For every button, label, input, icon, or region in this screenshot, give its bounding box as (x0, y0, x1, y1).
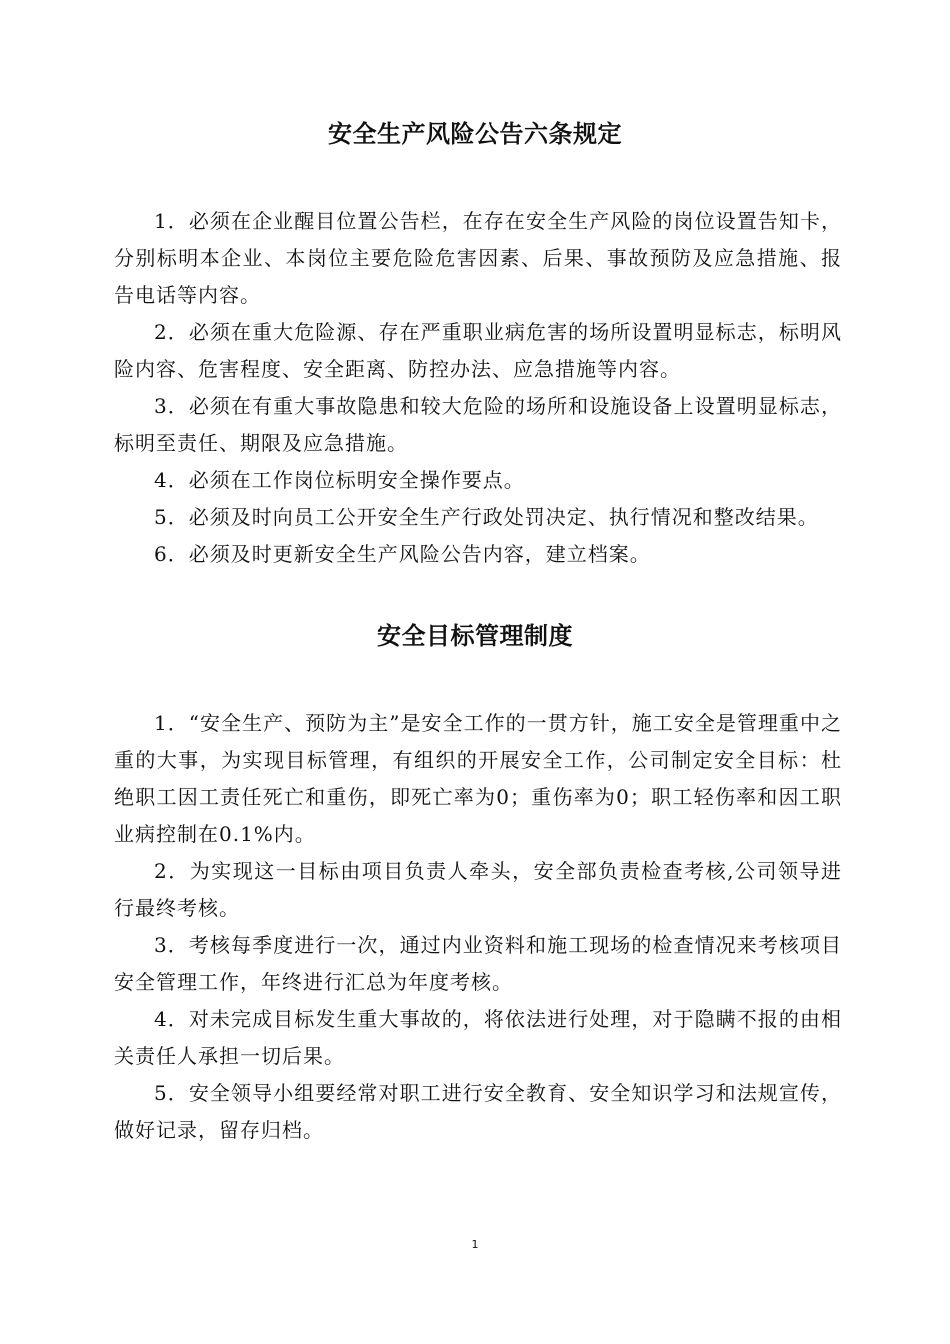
page-number: 1 (471, 1238, 479, 1251)
section-title-risk-notice: 安全生产风险公告六条规定 (328, 120, 622, 148)
paragraph: 5．安全领导小组要经常对职工进行安全教育、安全知识学习和法规宣传，做好记录，留存归档。 (114, 1081, 842, 1142)
paragraph: 1．“安全生产、预防为主”是安全工作的一贯方针，施工安全是管理重中之重的大事，为实现目标管理，有组织的开展安全工作，公司制定安全目标：杜绝职工因工责任死亡和重伤，即死亡率为0；重伤率为0；职工轻伤率和因工职业病控制在0.1%内。 (114, 711, 842, 846)
section-body-risk-notice (114, 203, 842, 573)
paragraph: 3．必须在有重大事故隐患和较大危险的场所和设施设备上设置明显标志，标明至责任、期限及应急措施。 (114, 394, 842, 455)
paragraph: 3．考核每季度进行一次，通过内业资料和施工现场的检查情况来考核项目安全管理工作，年终进行汇总为年度考核。 (114, 933, 842, 994)
paragraph: 4．必须在工作岗位标明安全操作要点。 (154, 468, 525, 492)
paragraph: 1．必须在企业醒目位置公告栏，在存在安全生产风险的岗位设置告知卡，分别标明本企业、本岗位主要危险危害因素、后果、事故预防及应急措施、报告电话等内容。 (114, 209, 842, 307)
section-body-safety-target (114, 705, 842, 1149)
paragraph: 2．为实现这一目标由项目负责人牵头，安全部负责检查考核,公司领导进行最终考核。 (114, 859, 842, 920)
paragraph: 4．对未完成目标发生重大事故的，将依法进行处理，对于隐瞒不报的由相关责任人承担一切后果。 (114, 1007, 842, 1068)
paragraph: 5．必须及时向员工公开安全生产行政处罚决定、执行情况和整改结果。 (154, 505, 819, 529)
paragraph: 6．必须及时更新安全生产风险公告内容，建立档案。 (154, 542, 651, 566)
paragraph: 2．必须在重大危险源、存在严重职业病危害的场所设置明显标志，标明风险内容、危害程度、安全距离、防控办法、应急措施等内容。 (114, 320, 842, 381)
section-title-safety-target: 安全目标管理制度 (377, 622, 573, 650)
